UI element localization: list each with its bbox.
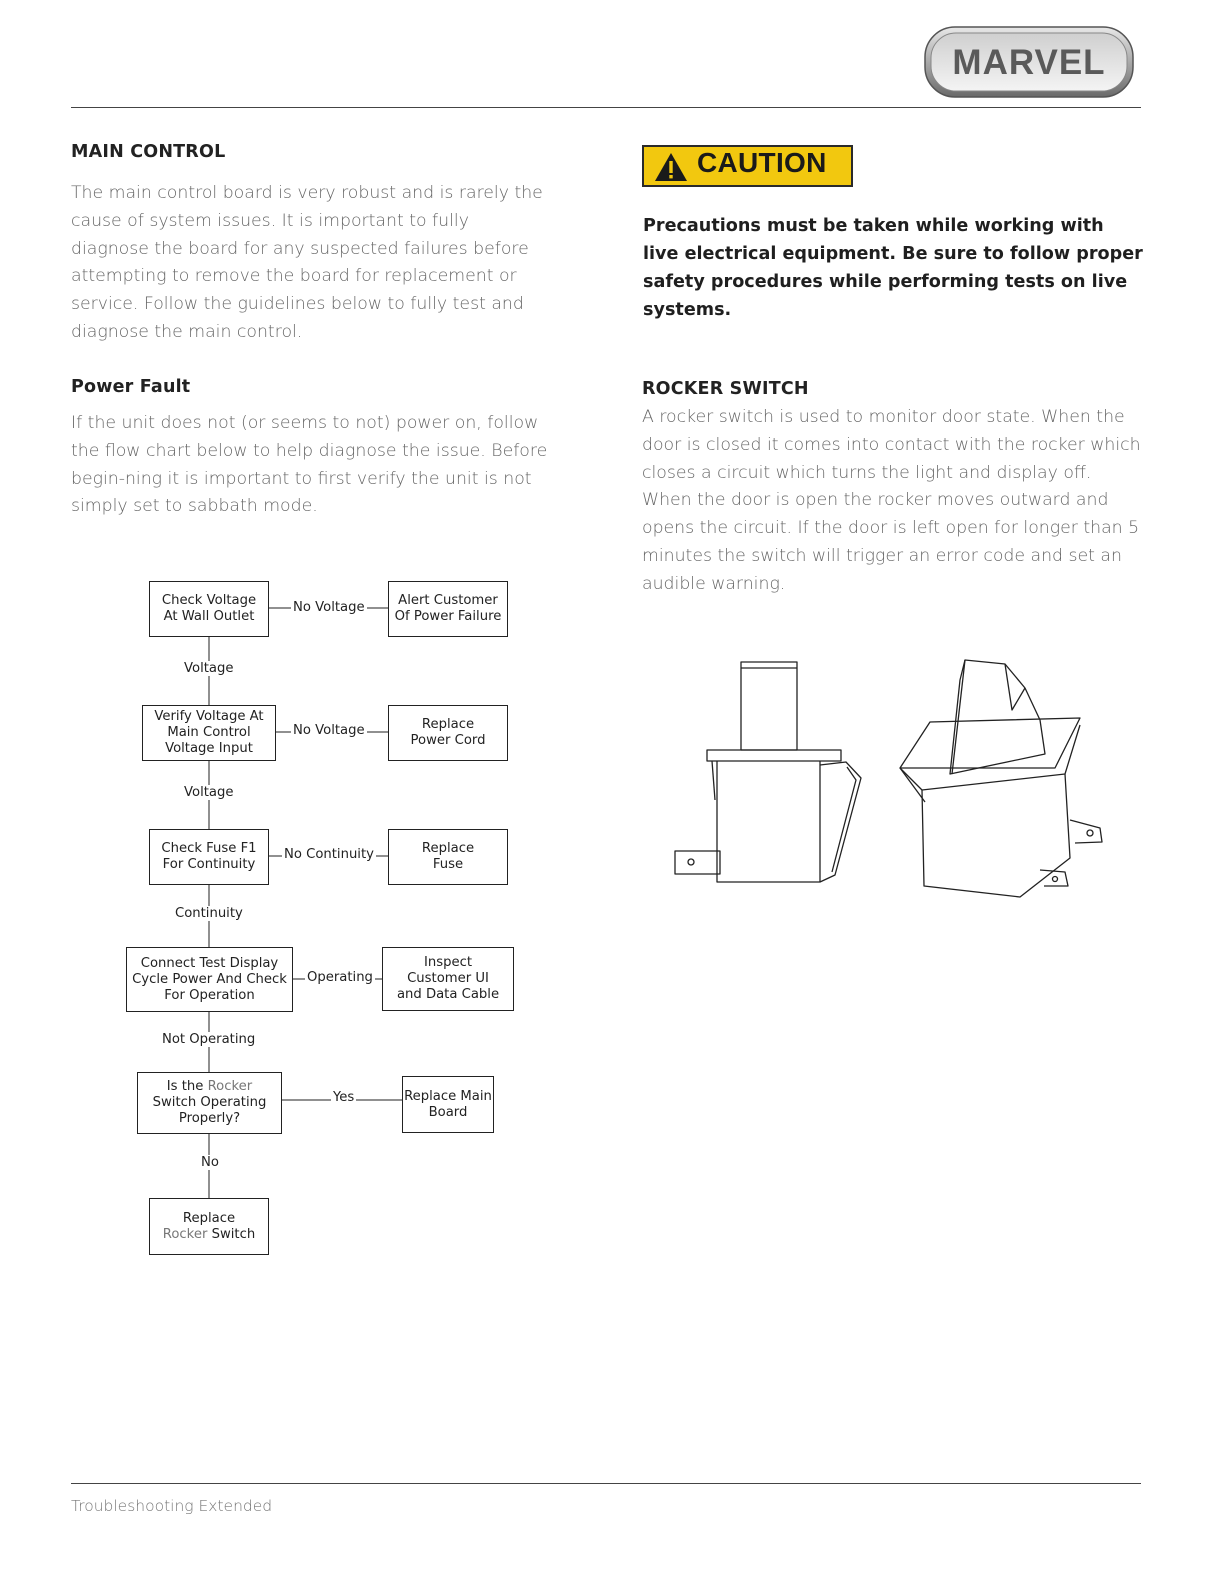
header-rule [71, 107, 1141, 108]
flow-label-continuity: Continuity [175, 906, 243, 921]
flow-result-alert-customer: Alert Customer Of Power Failure [388, 581, 508, 637]
flow-text-rocker: Rocker [162, 1226, 208, 1242]
flow-label-no-continuity: No Continuity [284, 847, 374, 862]
flow-text: Replace [182, 1210, 236, 1226]
flow-step-connect-test-display: Connect Test Display Cycle Power And Check For Operation [126, 947, 293, 1012]
power-fault-heading: Power Fault [71, 377, 191, 397]
footer-text: Troubleshooting Extended [71, 1497, 273, 1515]
flow-label-no-voltage: No Voltage [293, 600, 365, 615]
caution-label: CAUTION [697, 147, 827, 178]
flow-step-check-fuse: Check Fuse F1 For Continuity [149, 829, 269, 885]
flow-label-operating: Operating [307, 970, 373, 985]
rocker-switch-heading: ROCKER SWITCH [642, 379, 809, 399]
flow-label-no: No [201, 1155, 219, 1170]
flow-result-replace-rocker [149, 1198, 269, 1255]
flow-text: Switch [207, 1226, 256, 1242]
flow-text-rocker: Rocker [207, 1079, 253, 1094]
flow-step-verify-main-voltage: Verify Voltage At Main Control Voltage Input [142, 705, 276, 761]
flow-label-not-operating: Not Operating [162, 1032, 256, 1047]
main-control-heading: MAIN CONTROL [71, 142, 226, 162]
flow-step-check-wall-voltage: Check Voltage At Wall Outlet [149, 581, 269, 637]
flow-result-inspect-ui: Inspect Customer UI and Data Cable [382, 947, 514, 1011]
main-control-body: The main control board is very robust and is rarely the cause of system issues. It is important to fully diagnose the board for any suspected failures before attempting to remove the board for replacement or service. Follow the guidelines below to fully test and diagnose the main control. [71, 183, 543, 342]
flow-text: Switch Operating Properly? [152, 1095, 267, 1126]
flow-result-replace-power-cord: Replace Power Cord [388, 705, 508, 761]
flow-label-voltage: Voltage [184, 785, 234, 800]
marvel-logo [924, 26, 1134, 98]
warning-triangle-icon [653, 151, 689, 183]
footer-rule [71, 1483, 1141, 1484]
logo-text: MARVEL [952, 43, 1106, 82]
flow-label-voltage: Voltage [184, 661, 234, 676]
flow-step-rocker-check [137, 1072, 282, 1134]
rocker-switch-body: A rocker switch is used to monitor door state. When the door is closed it comes into contact with the rocker which closes a circuit which turns the light and display off. When the door is open the rocker moves outward and opens the circuit. If the door is left open for longer than 5 minutes the switch will trigger an error code and set an audible warning. [642, 407, 1141, 594]
flow-label-no-voltage: No Voltage [293, 723, 365, 738]
power-fault-body: If the unit does not (or seems to not) power on, follow the flow chart below to help diagnose the issue. Before begin-ning it is important to first verify the unit is not simply set to sabbath mode. [71, 413, 548, 517]
flow-result-replace-fuse: Replace Fuse [388, 829, 508, 885]
flow-label-yes: Yes [333, 1090, 355, 1105]
flow-text: Is the [166, 1079, 208, 1094]
caution-text: Precautions must be taken while working with live electrical equipment. Be sure to follow proper safety procedures while performing tests on live systems. [643, 216, 1143, 320]
flow-result-replace-main-board: Replace Main Board [402, 1076, 494, 1133]
rocker-switch-illustration [660, 650, 1120, 910]
